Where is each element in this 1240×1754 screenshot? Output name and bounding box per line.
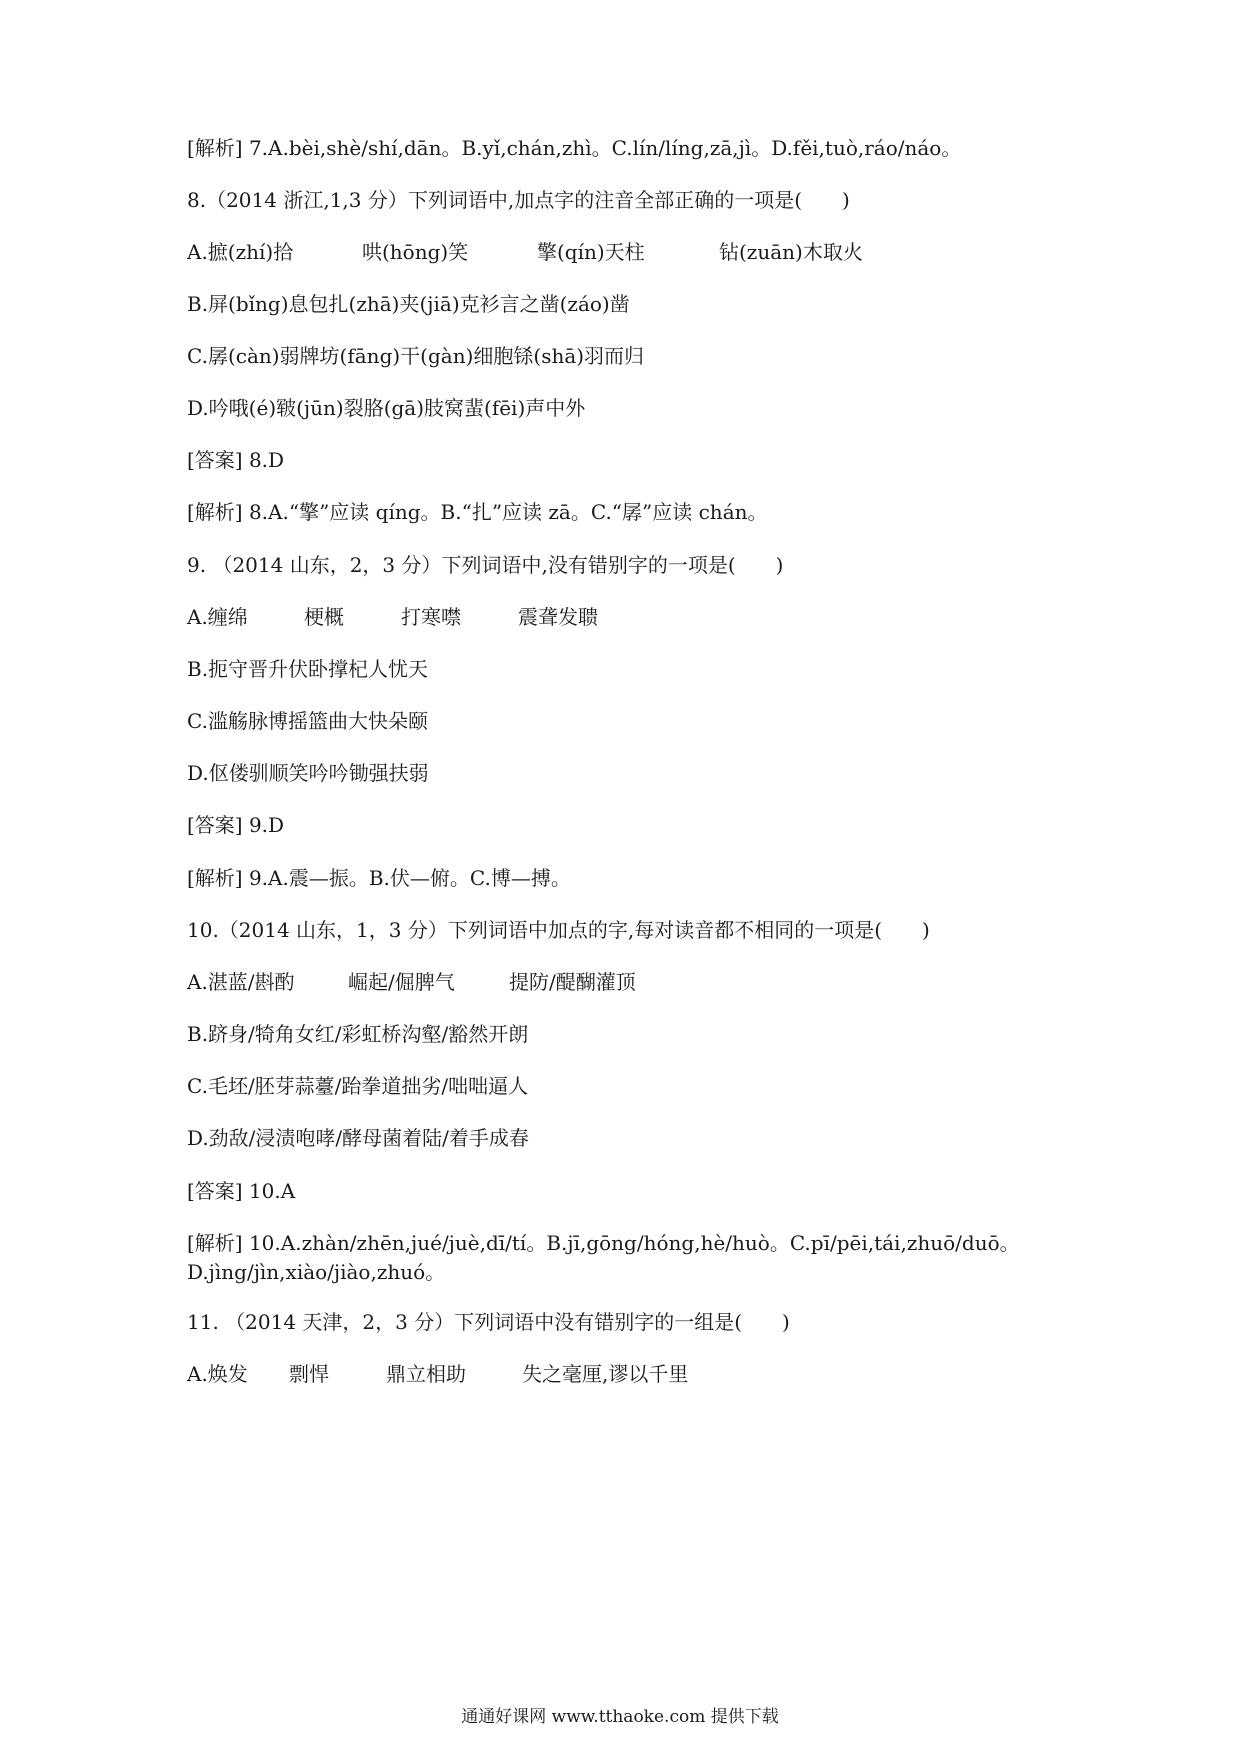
- question-8-stem: 8.（2014 浙江,1,3 分）下列词语中,加点字的注音全部正确的一项是( ): [187, 188, 850, 212]
- question-10-option-a: [187, 968, 1197, 996]
- option-a-item: 提防/醍醐灌顶: [509, 970, 636, 994]
- question-10-option-d: D.劲敌/浸渍咆哮/酵母菌着陆/着手成春: [187, 1126, 529, 1150]
- option-a-item: A.湛蓝/斟酌: [187, 970, 295, 994]
- question-8-option-a: [187, 238, 1197, 266]
- question-9-stem: 9. （2014 山东，2，3 分）下列词语中,没有错别字的一项是( ): [187, 553, 784, 577]
- option-a-item: A.缠绵: [187, 605, 248, 629]
- option-a-item: 钻(zuān)木取火: [719, 240, 863, 264]
- option-a-item: 打寒噤: [401, 605, 461, 629]
- option-a-item: 剽悍: [289, 1362, 329, 1386]
- question-8-option-b: B.屏(bǐng)息包扎(zhā)夹(jiā)克衫言之凿(záo)凿: [187, 292, 630, 316]
- question-8-option-d: D.吟哦(é)皲(jūn)裂胳(gā)肢窝蜚(fēi)声中外: [187, 396, 586, 420]
- option-a-item: 失之毫厘,谬以千里: [522, 1362, 689, 1386]
- question-9-option-d: D.伛偻驯顺笑吟吟锄强扶弱: [187, 761, 429, 785]
- option-a-item: 震聋发聩: [518, 605, 598, 629]
- question-10-stem: 10.（2014 山东，1，3 分）下列词语中加点的字,每对读音都不相同的一项是( ): [187, 918, 930, 942]
- option-a-item: 擎(qín)天柱: [537, 240, 645, 264]
- question-11-stem: 11. （2014 天津，2，3 分）下列词语中没有错别字的一组是( ): [187, 1310, 790, 1334]
- answer-q9: [答案] 9.D: [187, 813, 285, 837]
- question-9-option-a: [187, 603, 1197, 631]
- answer-q8: [答案] 8.D: [187, 448, 285, 472]
- question-8-option-c: C.孱(càn)弱牌坊(fāng)干(gàn)细胞铩(shā)羽而归: [187, 344, 645, 368]
- question-11-option-a: [187, 1360, 1197, 1388]
- analysis-q10-continued: D.jìng/jìn,xiào/jiào,zhuó。: [187, 1260, 446, 1284]
- option-a-item: 鼎立相助: [386, 1362, 466, 1386]
- page-footer: 通通好课网 www.tthaoke.com 提供下载: [461, 1707, 779, 1727]
- analysis-q10: [解析] 10.A.zhàn/zhēn,jué/juè,dī/tí。B.jī,gōng/hóng,hè/huò。C.pī/pēi,tái,zhuō/duō。: [187, 1231, 1020, 1255]
- question-10-option-c: C.毛坯/胚芽蒜薹/跆拳道拙劣/咄咄逼人: [187, 1074, 529, 1098]
- analysis-q7: [解析] 7.A.bèi,shè/shí,dān。B.yǐ,chán,zhì。C.lín/líng,zā,jì。D.fěi,tuò,ráo/náo。: [187, 136, 962, 160]
- analysis-q9: [解析] 9.A.震—振。B.伏—俯。C.博—搏。: [187, 866, 571, 890]
- option-a-item: A.摭(zhí)拾: [187, 240, 294, 264]
- option-a-item: 哄(hōng)笑: [362, 240, 469, 264]
- option-a-item: 崛起/倔脾气: [348, 970, 455, 994]
- question-9-option-c: C.滥觞脉博摇篮曲大快朵颐: [187, 709, 428, 733]
- analysis-q8: [解析] 8.A.“擎”应读 qíng。B.“扎”应读 zā。C.“孱”应读 chán。: [187, 500, 768, 524]
- question-10-option-b: B.跻身/犄角女红/彩虹桥沟壑/豁然开朗: [187, 1022, 529, 1046]
- option-a-item: 梗概: [304, 605, 344, 629]
- answer-q10: [答案] 10.A: [187, 1179, 296, 1203]
- question-9-option-b: B.扼守晋升伏卧撑杞人忧天: [187, 657, 429, 681]
- option-a-item: A.焕发: [187, 1362, 248, 1386]
